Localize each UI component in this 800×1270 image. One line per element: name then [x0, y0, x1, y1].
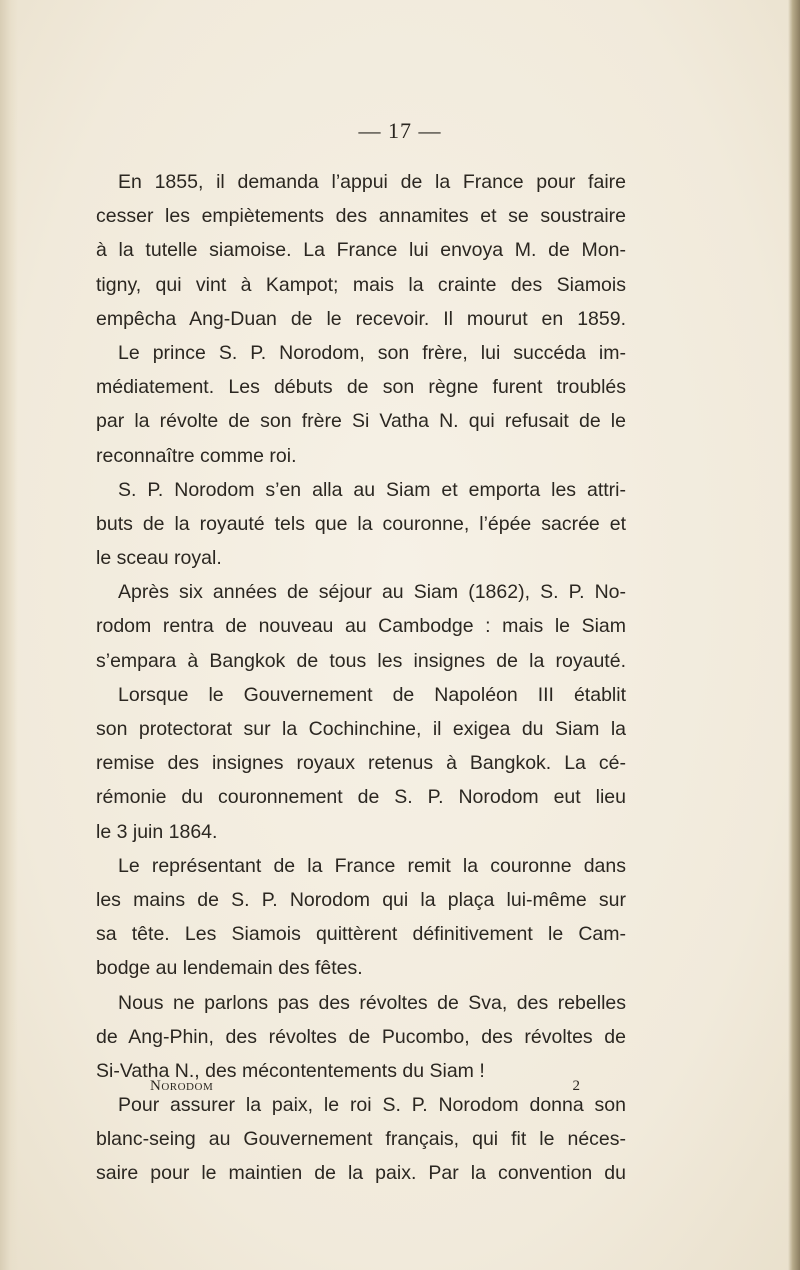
- text-line: rodom rentra de nouveau au Cambodge : mais le Siam: [96, 615, 626, 638]
- page-number: — 17 —: [358, 118, 442, 143]
- text-line: bodge au lendemain des fêtes.: [96, 957, 363, 980]
- page-left-shadow: [0, 0, 18, 1270]
- text-line: remise des insignes royaux retenus à Bangkok. La cé-: [96, 752, 626, 775]
- text-line: buts de la royauté tels que la couronne, l’épée sacrée et: [96, 512, 626, 535]
- text-line: les mains de S. P. Norodom qui la plaça lui-même sur: [96, 888, 626, 911]
- page-right-edge: [788, 0, 800, 1270]
- text-line: saire pour le maintien de la paix. Par la convention du: [96, 1162, 626, 1185]
- text-line: son protectorat sur la Cochinchine, il exigea du Siam la: [96, 718, 626, 740]
- text-line: s’empara à Bangkok de tous les insignes de la royauté.: [96, 649, 626, 672]
- text-line: Après six années de séjour au Siam (1862), S. P. No-: [118, 581, 626, 604]
- text-line: à la tutelle siamoise. La France lui envoya M. de Mon-: [96, 239, 626, 262]
- text-line: empêcha Ang-Duan de le recevoir. Il mourut en 1859.: [96, 307, 626, 330]
- text-line: tigny, qui vint à Kampot; mais la crainte des Siamois: [96, 273, 626, 296]
- text-line: Nous ne parlons pas des révoltes de Sva, des rebelles: [118, 991, 626, 1014]
- text-line: le 3 juin 1864.: [96, 820, 218, 843]
- text-line: médiatement. Les débuts de son règne furent troublés: [96, 376, 626, 399]
- text-line: cesser les empiètements des annamites et se soustraire: [96, 205, 626, 228]
- text-line: reconnaître comme roi.: [96, 444, 297, 467]
- text-line: Le prince S. P. Norodom, son frère, lui succéda im-: [118, 341, 626, 364]
- text-line: par la révolte de son frère Si Vatha N. qui refusait de le: [96, 410, 626, 433]
- text-line: S. P. Norodom s’en alla au Siam et emporta les attri-: [118, 478, 626, 501]
- text-line: En 1855, il demanda l’appui de la France pour faire: [118, 171, 626, 193]
- text-line: Le représentant de la France remit la couronne dans: [118, 854, 626, 877]
- signature-mark: Norodom: [150, 1078, 214, 1094]
- text-line: Lorsque le Gouvernement de Napoléon III établit: [118, 683, 626, 706]
- text-line: Si-Vatha N., des mécontentements du Siam !: [96, 1059, 485, 1082]
- text-line: le sceau royal.: [96, 547, 222, 570]
- text-line: rémonie du couronnement de S. P. Norodom eut lieu: [96, 786, 626, 809]
- text-line: de Ang-Phin, des révoltes de Pucombo, des révoltes de: [96, 1025, 626, 1048]
- text-line: Pour assurer la paix, le roi S. P. Norodom donna son: [118, 1094, 626, 1117]
- sheet-number: 2: [572, 1078, 580, 1094]
- text-line: blanc-seing au Gouvernement français, qui fit le néces-: [96, 1128, 626, 1151]
- body-text: [96, 165, 626, 1191]
- text-line: sa tête. Les Siamois quittèrent définitivement le Cam-: [96, 923, 626, 946]
